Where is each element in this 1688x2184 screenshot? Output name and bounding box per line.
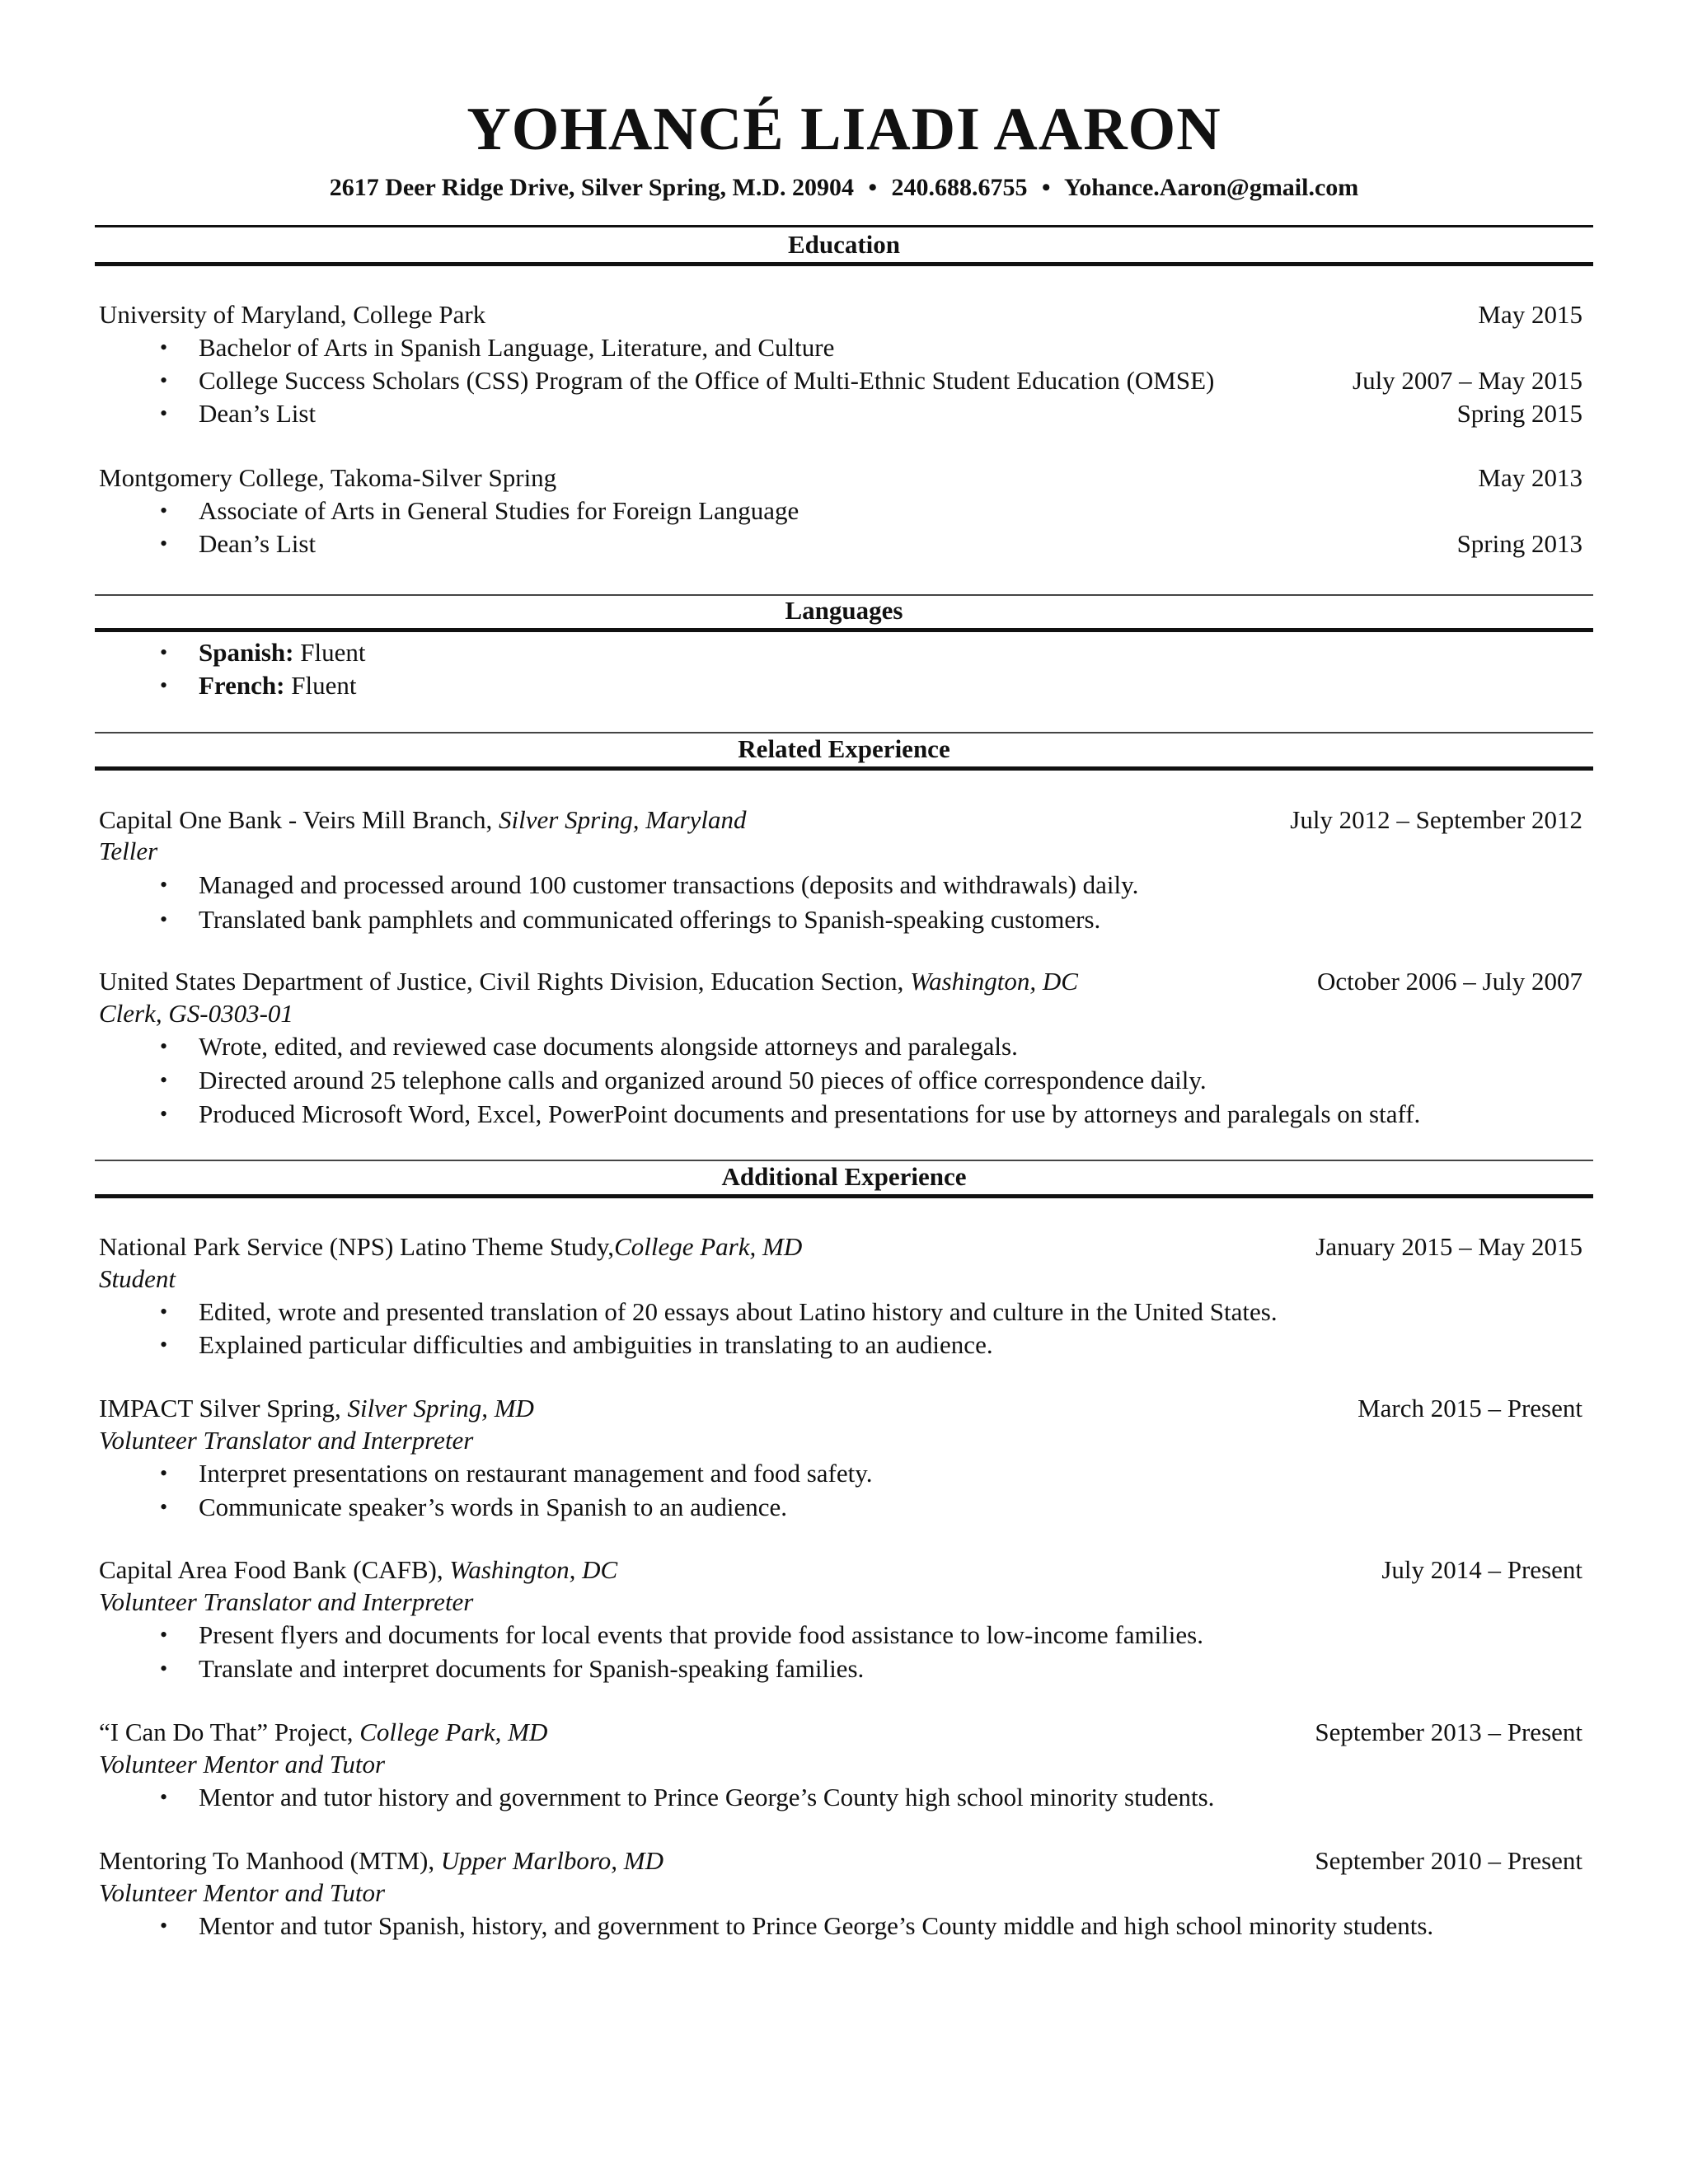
language-name: Spanish: [199, 638, 294, 667]
list-item: • Mentor and tutor Spanish, history, and government to Prince George’s County middle and high school minority students. [99, 1910, 1582, 1943]
list-item: • Managed and processed around 100 customer transactions (deposits and withdrawals) daily. [99, 869, 1582, 902]
candidate-name: YOHANCÉ LIADI AARON [467, 96, 1221, 163]
bullet-icon: • [160, 1333, 168, 1357]
section-title-additional-experience: Additional Experience [95, 1160, 1593, 1198]
school-name: Montgomery College, Takoma-Silver Spring [99, 463, 557, 492]
language-level: Fluent [300, 638, 366, 667]
job-location: College Park, MD [359, 1718, 548, 1746]
address: 2617 Deer Ridge Drive, Silver Spring, M.D. 20904 [329, 174, 855, 201]
job-role: Volunteer Mentor and Tutor [99, 1878, 386, 1907]
list-item: • College Success Scholars (CSS) Program of the Office of Multi-Ethnic Student Education (OMSE) July 2007 – May 2015 [99, 364, 1582, 397]
list-item: • Mentor and tutor history and government to Prince George’s County high school minority students. [99, 1781, 1582, 1814]
language-level: Fluent [291, 671, 357, 700]
bullet-icon: • [160, 499, 168, 523]
bullet-icon: • [160, 532, 168, 555]
bullet-icon: • [160, 368, 168, 392]
job-location: Upper Marlboro, MD [440, 1846, 663, 1875]
bullet-icon: • [160, 640, 168, 664]
bullet-icon: • [160, 1034, 168, 1058]
bullet-icon: • [160, 1785, 168, 1809]
job-role: Volunteer Translator and Interpreter [99, 1587, 474, 1616]
job-location: Washington, DC [449, 1555, 618, 1584]
section-title-education: Education [95, 227, 1593, 266]
job-date: October 2006 – July 2007 [1316, 967, 1582, 996]
bullet-icon: • [160, 401, 168, 425]
bullet-icon: • [160, 335, 168, 359]
job-entry [99, 1716, 1582, 1749]
bullet-icon: • [160, 1495, 168, 1519]
job-location: Washington, DC [910, 967, 1078, 996]
job-date: September 2013 – Present [1315, 1718, 1582, 1746]
job-entry [99, 1844, 1582, 1877]
bullet-icon: • [160, 1657, 168, 1680]
bullet-icon: • [160, 873, 168, 897]
list-item [99, 636, 1582, 669]
list-item: • Translated bank pamphlets and communicated offerings to Spanish-speaking customers. [99, 903, 1582, 936]
contact-line [0, 171, 1688, 204]
list-item: • Wrote, edited, and reviewed case documents alongside attorneys and paralegals. [99, 1030, 1582, 1063]
job-entry [99, 1554, 1582, 1586]
separator: • [1042, 174, 1051, 201]
job-org: National Park Service (NPS) Latino Theme Study, [99, 1232, 615, 1261]
job-entry [99, 965, 1582, 998]
resume-header [0, 92, 1688, 204]
job-role: Clerk, GS-0303-01 [99, 999, 293, 1028]
list-item: • Associate of Arts in General Studies for Foreign Language [99, 494, 1582, 527]
bullet-icon: • [160, 1102, 168, 1126]
bullet-icon: • [160, 673, 168, 697]
job-role: Volunteer Translator and Interpreter [99, 1426, 474, 1455]
bullet-icon: • [160, 1623, 168, 1647]
bullet-icon: • [160, 1461, 168, 1485]
school-entry [99, 462, 1582, 494]
list-item: • Produced Microsoft Word, Excel, PowerPoint documents and presentations for use by attorneys and paralegals on staff. [99, 1098, 1582, 1131]
job-org: “I Can Do That” Project, [99, 1718, 354, 1746]
job-date: March 2015 – Present [1357, 1394, 1582, 1422]
job-org: Capital One Bank - Veirs Mill Branch, [99, 805, 493, 834]
job-location: Silver Spring, Maryland [499, 805, 747, 834]
bullet-icon: • [160, 1068, 168, 1092]
bullet-icon: • [160, 1914, 168, 1938]
list-item: • Directed around 25 telephone calls and organized around 50 pieces of office correspondence daily. [99, 1064, 1582, 1097]
school-name: University of Maryland, College Park [99, 300, 486, 329]
job-org: IMPACT Silver Spring, [99, 1394, 341, 1422]
job-entry [99, 1230, 1582, 1263]
list-item: • Interpret presentations on restaurant management and food safety. [99, 1457, 1582, 1490]
job-entry [99, 1392, 1582, 1425]
list-item: • Dean’s List Spring 2013 [99, 527, 1582, 560]
school-entry [99, 298, 1582, 331]
phone: 240.688.6755 [891, 174, 1028, 201]
list-item [99, 669, 1582, 702]
bullet-icon: • [160, 1300, 168, 1324]
job-org: United States Department of Justice, Civil Rights Division, Education Section, [99, 967, 904, 996]
language-name: French: [199, 671, 285, 700]
separator: • [868, 174, 878, 201]
job-org: Capital Area Food Bank (CAFB), [99, 1555, 443, 1584]
job-date: January 2015 – May 2015 [1315, 1232, 1582, 1261]
job-org: Mentoring To Manhood (MTM), [99, 1846, 435, 1875]
school-date: May 2015 [1478, 300, 1582, 329]
job-date: September 2010 – Present [1315, 1846, 1582, 1875]
job-date: July 2012 – September 2012 [1290, 805, 1582, 834]
job-role: Volunteer Mentor and Tutor [99, 1750, 386, 1779]
bullet-icon: • [160, 907, 168, 931]
job-role: Student [99, 1264, 176, 1293]
list-item: • Dean’s List Spring 2015 [99, 397, 1582, 430]
section-title-languages: Languages [95, 593, 1593, 632]
job-location: College Park, MD [614, 1232, 803, 1261]
job-location: Silver Spring, MD [347, 1394, 534, 1422]
email: Yohance.Aaron@gmail.com [1063, 174, 1359, 201]
job-date: July 2014 – Present [1381, 1555, 1582, 1584]
list-item: • Bachelor of Arts in Spanish Language, Literature, and Culture [99, 331, 1582, 364]
list-item: • Communicate speaker’s words in Spanish to an audience. [99, 1491, 1582, 1524]
list-item: • Present flyers and documents for local events that provide food assistance to low-income families. [99, 1619, 1582, 1652]
list-item: • Explained particular difficulties and ambiguities in translating to an audience. [99, 1329, 1582, 1361]
section-title-related-experience: Related Experience [95, 732, 1593, 771]
job-entry [99, 804, 1582, 837]
list-item: • Translate and interpret documents for Spanish-speaking families. [99, 1652, 1582, 1685]
job-role: Teller [99, 837, 158, 865]
list-item: • Edited, wrote and presented translation of 20 essays about Latino history and culture in the United States. [99, 1296, 1582, 1329]
school-date: May 2013 [1478, 463, 1582, 492]
